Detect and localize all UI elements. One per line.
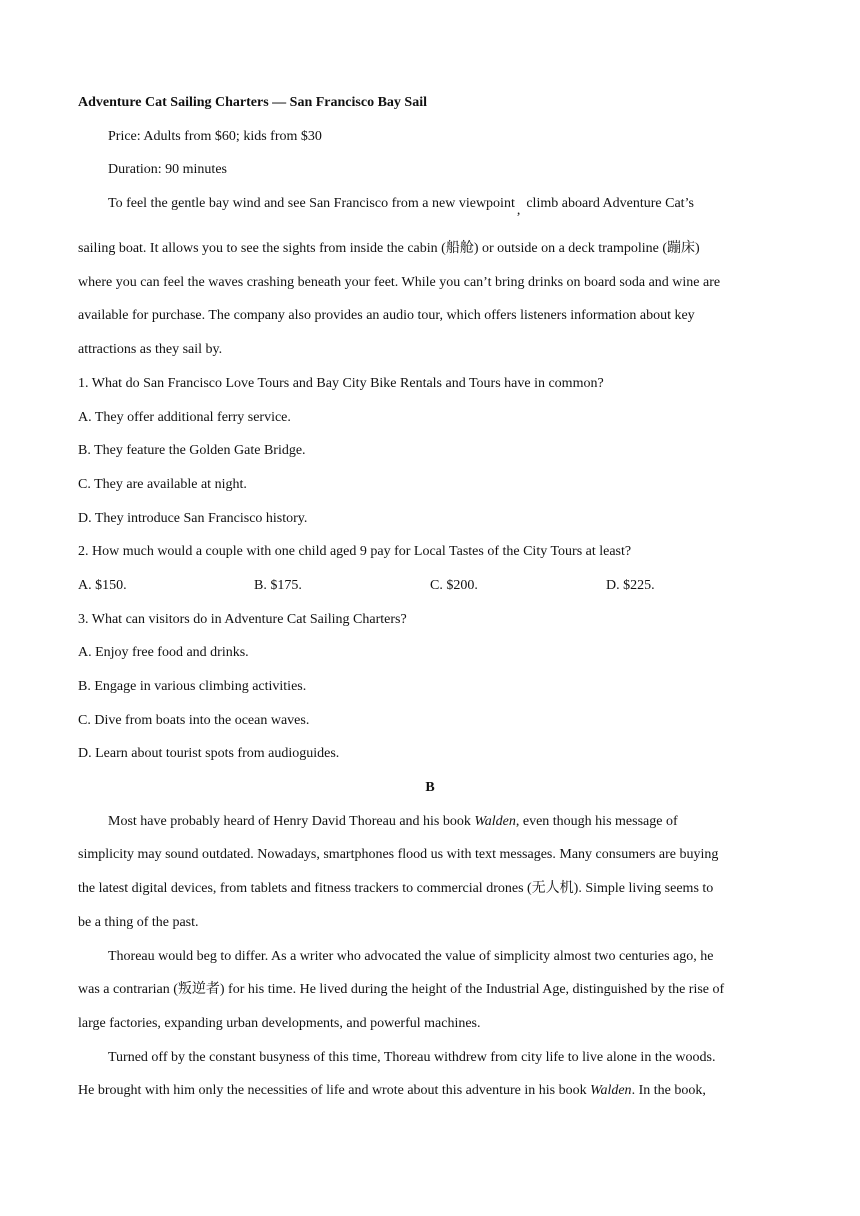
description-line-1 [78,187,782,232]
price-line: Price: Adults from $60; kids from $30 [108,128,322,144]
description-comma: , [516,203,521,219]
text-run: Most have probably heard of Henry David Thoreau and his book [108,813,475,829]
question-1-option-a: A. They offer additional ferry service. [78,409,291,425]
section-b-p3-line-2 [78,1074,782,1108]
section-b-p1-line-1 [78,805,782,839]
section-b-p1-line-4: be a thing of the past. [78,914,199,930]
description-text: climb aboard Adventure Cat’s [526,196,694,212]
section-b-p2-line-1: Thoreau would beg to differ. As a writer who advocated the value of simplicity almost two centuries ago, he [108,948,714,964]
question-2-option-b: B. $175. [254,577,302,593]
question-2-options [78,569,782,603]
question-1-stem: 1. What do San Francisco Love Tours and Bay City Bike Rentals and Tours have in common? [78,375,604,391]
text-run: He brought with him only the necessities of life and wrote about this adventure in his book [78,1083,591,1099]
description-line-5: attractions as they sail by. [78,342,223,358]
document-page [78,86,782,1108]
section-b-heading: B [425,780,435,796]
question-3-option-b: B. Engage in various climbing activities. [78,679,307,694]
book-title: Walden [474,813,516,829]
description-line-2: sailing boat. It allows you to see the sights from inside the cabin (船舱) or outside on a deck trampoline (蹦床) [78,241,700,257]
description-text: To feel the gentle bay wind and see San Francisco from a new viewpoint [108,196,515,212]
section-b-p2-line-3: large factories, expanding urban developments, and powerful machines. [78,1015,481,1031]
section-b-p3-line-1: Turned off by the constant busyness of this time, Thoreau withdrew from city life to live alone in the woods. [108,1049,716,1065]
question-1-option-c: C. They are available at night. [78,476,247,492]
book-title: Walden [590,1083,632,1099]
question-2-stem: 2. How much would a couple with one child aged 9 pay for Local Tastes of the City Tours at least? [78,544,632,560]
question-3-option-a: A. Enjoy free food and drinks. [78,645,249,661]
text-run: , even though his message of [515,813,678,829]
description-line-4: available for purchase. The company also provides an audio tour, which offers listeners information about key [78,308,695,324]
duration-line: Duration: 90 minutes [108,162,227,178]
question-2-option-c: C. $200. [430,577,478,593]
section-b-p1-line-2: simplicity may sound outdated. Nowadays, smartphones flood us with text messages. Many consumers are buying [78,847,719,863]
question-3-option-d: D. Learn about tourist spots from audioguides. [78,746,340,762]
question-3-option-c: C. Dive from boats into the ocean waves. [78,712,310,728]
question-2-option-a: A. $150. [78,577,127,593]
section-b-p2-line-2: was a contrarian (叛逆者) for his time. He lived during the height of the Industrial Age, distinguished by the rise of [78,982,725,998]
question-1-option-b: B. They feature the Golden Gate Bridge. [78,443,306,459]
text-run: . In the book, [631,1083,706,1099]
question-1-option-d: D. They introduce San Francisco history. [78,510,308,526]
section-b-p1-line-3: the latest digital devices, from tablets and fitness trackers to commercial drones (无人机). Simple living seems to [78,881,714,897]
question-3-stem: 3. What can visitors do in Adventure Cat Sailing Charters? [78,611,407,627]
passage-title: Adventure Cat Sailing Charters — San Francisco Bay Sail [78,95,427,110]
question-2-option-d: D. $225. [606,577,655,593]
description-line-3: where you can feel the waves crashing beneath your feet. While you can’t bring drinks on board soda and wine are [78,274,721,290]
